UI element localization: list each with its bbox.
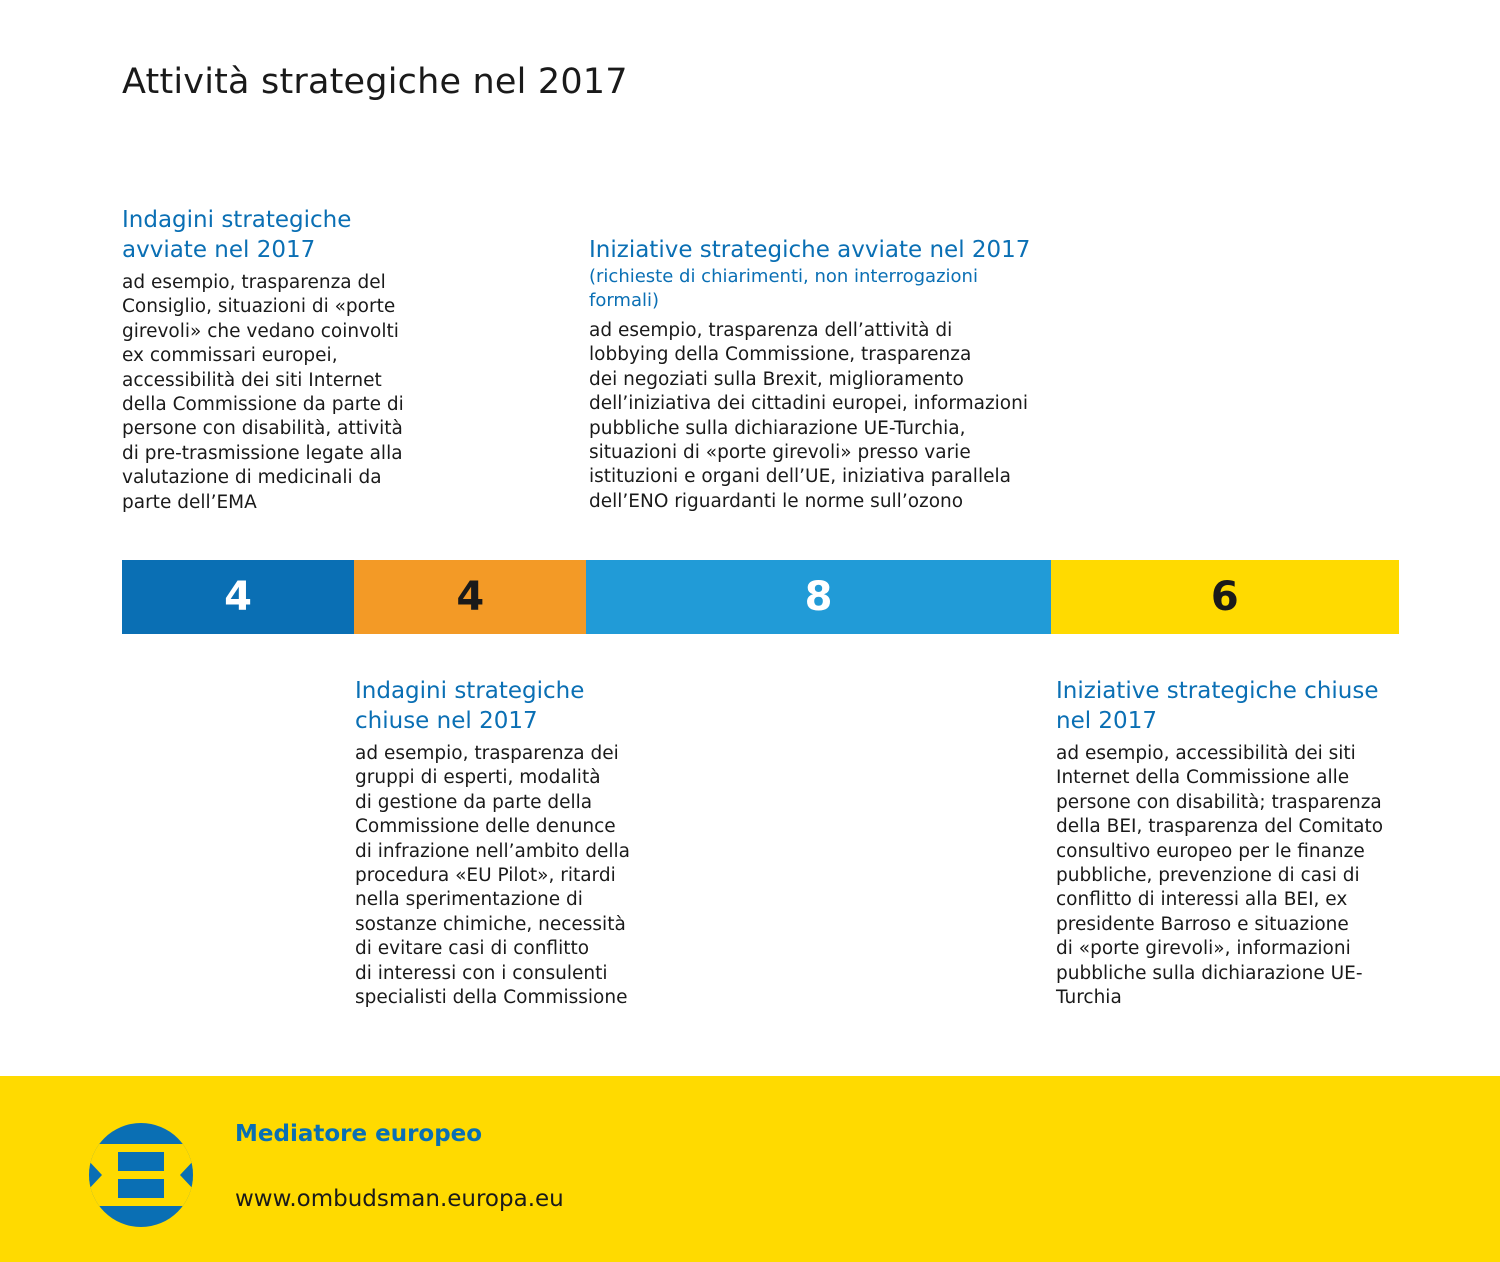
bar-value-label: 8 xyxy=(804,574,833,620)
inquiries-opened-body: ad esempio, trasparenza del Consiglio, situazioni di «porte girevoli» che vedano coinvolti ex commissari europei, accessibilità dei siti Internet della Commissione da parte di persone con disabilità, attività di pre-trasmissione legate alla valutazione di medicinali da parte dell’EMA xyxy=(122,272,404,513)
initiatives-opened-block xyxy=(589,235,1069,514)
inquiries-closed-heading: Indagini strategiche chiuse nel 2017 xyxy=(355,678,585,734)
page-title: Attività strategiche nel 2017 xyxy=(122,62,628,102)
footer xyxy=(0,1076,1500,1262)
bar-segment xyxy=(122,560,354,634)
bar-segment xyxy=(354,560,586,634)
initiatives-closed-block xyxy=(1056,676,1416,1010)
initiatives-opened-heading: Iniziative strategiche avviate nel 2017 xyxy=(589,237,1031,263)
bar-value-label: 4 xyxy=(224,574,252,620)
ombudsman-logo-icon xyxy=(88,1122,194,1228)
initiatives-closed-heading: Iniziative strategiche chiuse nel 2017 xyxy=(1056,678,1379,734)
organization-name: Mediatore europeo xyxy=(235,1121,483,1147)
bar-value-label: 4 xyxy=(456,574,485,620)
bar-value-label: 6 xyxy=(1210,574,1239,620)
stacked-bar-chart xyxy=(122,560,1399,634)
initiatives-opened-body: ad esempio, trasparenza dell’attività di lobbying della Commissione, trasparenza dei negoziati sulla Brexit, miglioramento dell’iniziativa dei cittadini europei, informazioni pubbliche sulla dichiarazione UE-Turchia, situazioni di «porte girevoli» presso varie istituzioni e organi dell’UE, iniziativa parallela dell’ENO riguardanti le norme sull’ozono xyxy=(589,320,1028,512)
inquiries-opened-block xyxy=(122,205,442,515)
inquiries-opened-heading: Indagini strategiche avviate nel 2017 xyxy=(122,207,352,263)
initiatives-closed-body: ad esempio, accessibilità dei siti Internet della Commissione alle persone con disabilità; trasparenza della BEI, trasparenza del Comitato consultivo europeo per le finanze pubbliche, prevenzione di casi di conflitto di interessi alla BEI, ex presidente Barroso e situazione di «porte girevoli», informazioni pubbliche sulla dichiarazione UE- Turchia xyxy=(1056,743,1384,1009)
inquiries-closed-body: ad esempio, trasparenza dei gruppi di esperti, modalità di gestione da parte della Commissione delle denunce di infrazione nell’ambito della procedura «EU Pilot», ritardi nella sperimentazione di sostanze chimiche, necessità di evitare casi di conflitto di interessi con i consulenti specialisti della Commissione xyxy=(355,743,630,1009)
bar-segment xyxy=(586,560,1050,634)
initiatives-opened-subheading: (richieste di chiarimenti, non interrogazioni formali) xyxy=(589,266,978,311)
website-link[interactable]: www.ombudsman.europa.eu xyxy=(235,1186,564,1212)
inquiries-closed-block xyxy=(355,676,675,1010)
bar-segment xyxy=(1051,560,1399,634)
